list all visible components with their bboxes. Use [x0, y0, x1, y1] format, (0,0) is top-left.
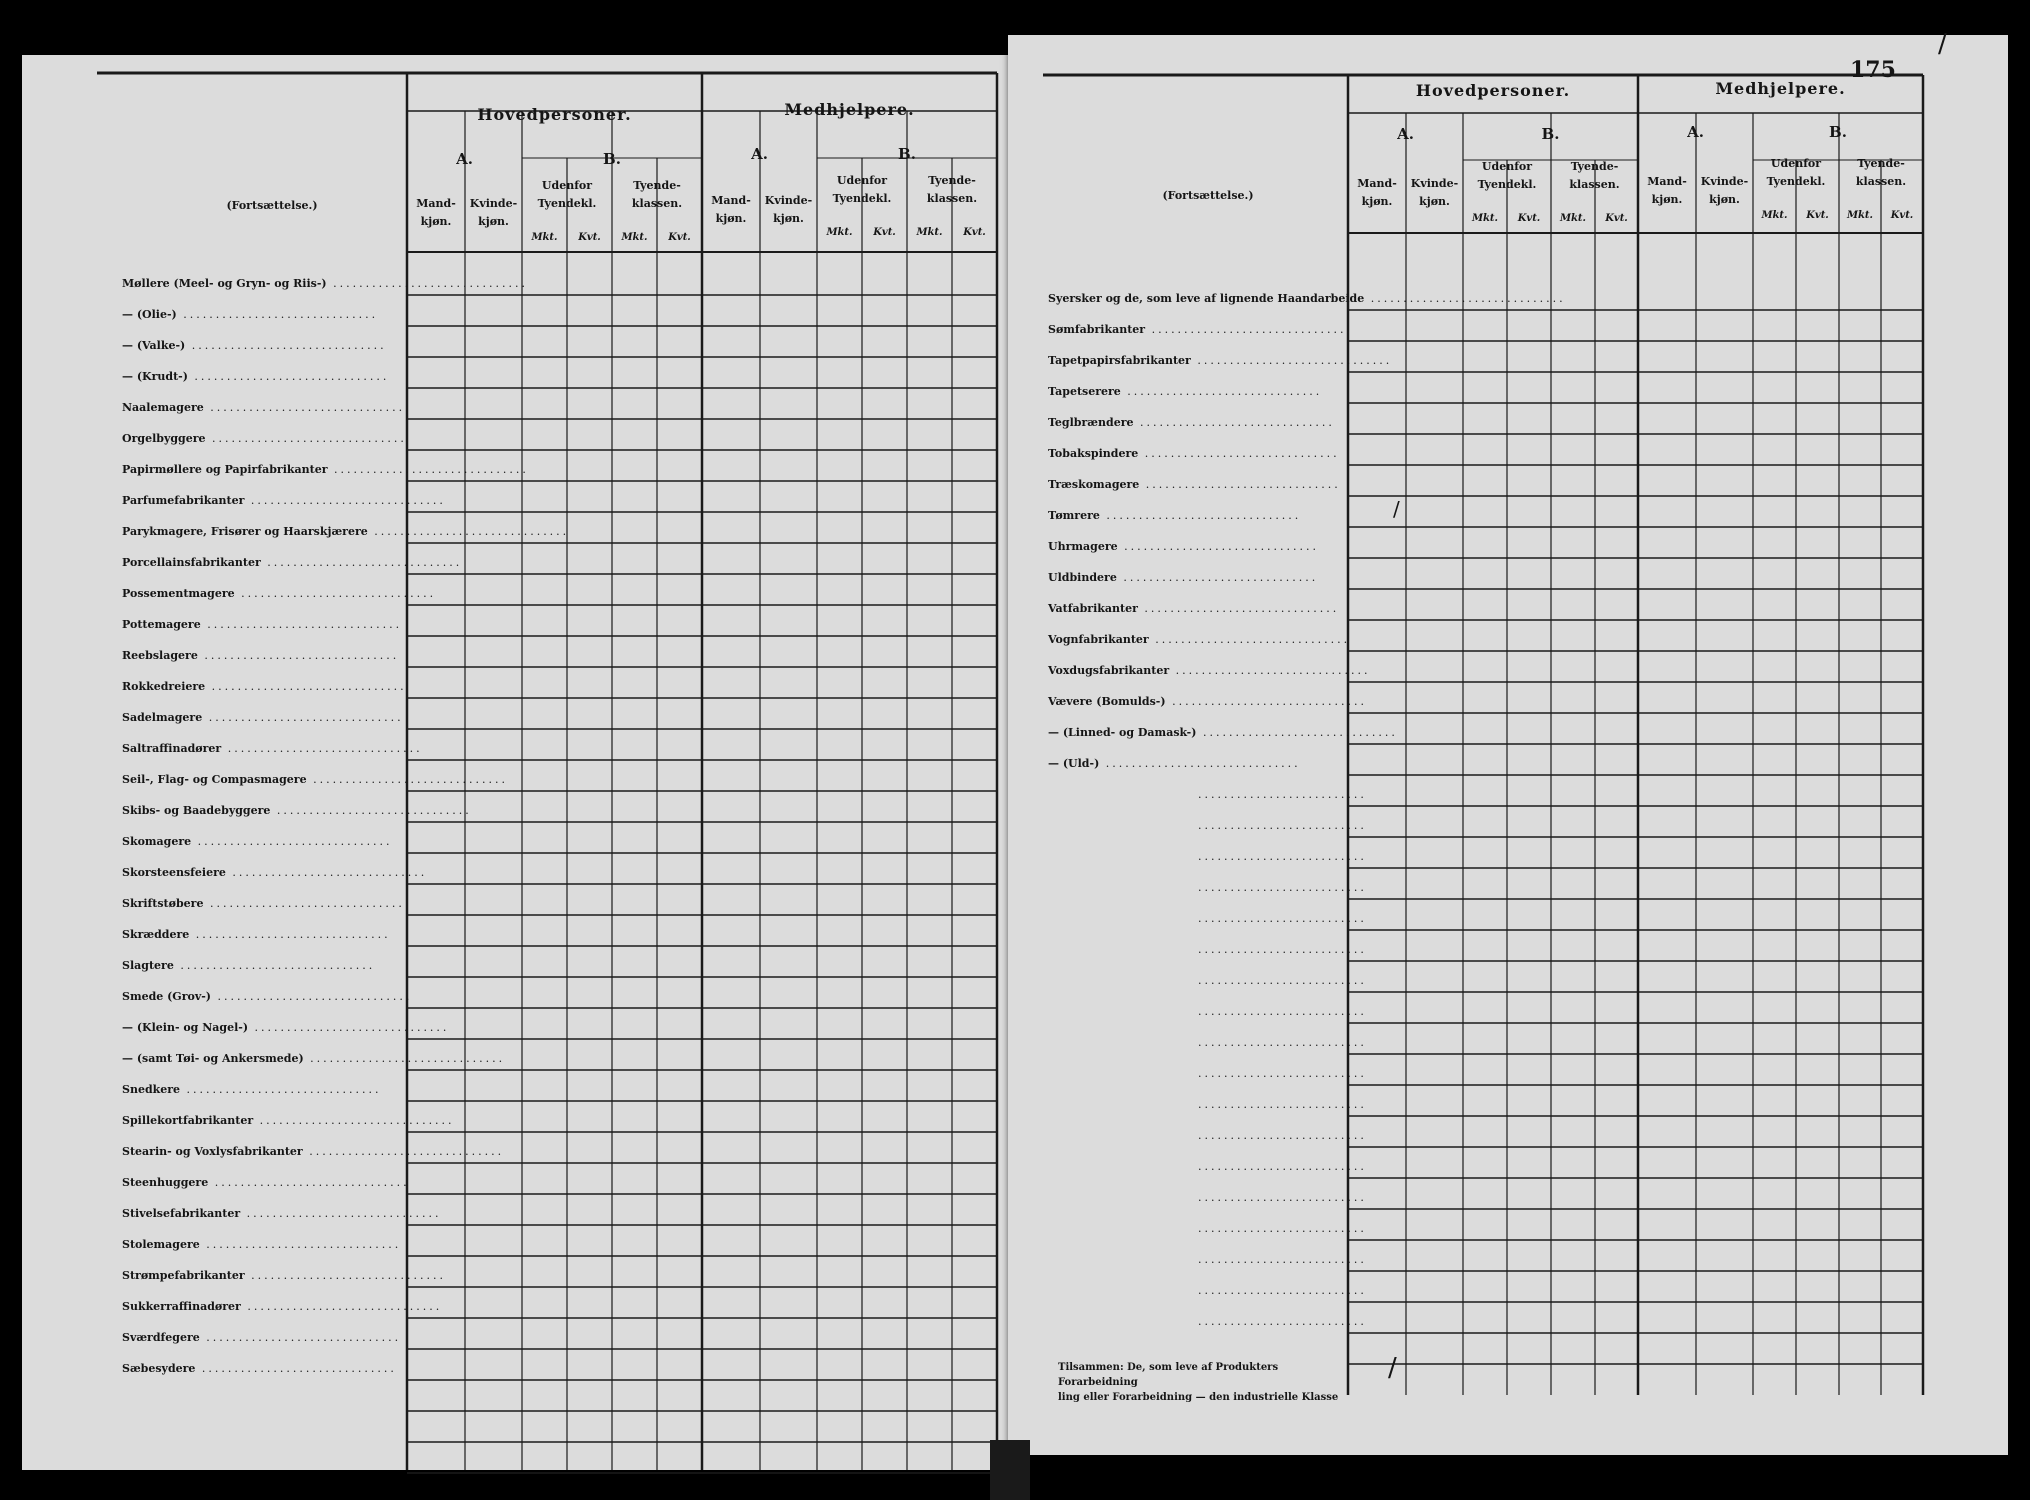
row-label-text: Skibs- og Baadebyggere — [122, 804, 271, 817]
row-label-text: Tobakspindere — [1048, 447, 1139, 460]
row-label-text: — (Uld-) — [1048, 757, 1100, 770]
row-label — [122, 1269, 447, 1282]
left-hp-a-heading: A. — [456, 150, 473, 168]
row-label — [122, 1114, 455, 1127]
row-label-text: Tapetpapirsfabrikanter — [1048, 354, 1191, 367]
right-mh-mandkjon: Mand- kjøn. — [1647, 175, 1687, 206]
row-label-text: Sømfabrikanter — [1048, 323, 1146, 336]
right-mh-a-heading: A. — [1687, 123, 1704, 141]
left-mh-mandkjon: Mand- kjøn. — [711, 194, 751, 225]
row-label — [122, 339, 401, 352]
row-label-text: Skriftstøbere — [122, 897, 204, 910]
right-hp-tyende: Tyende- klassen. — [1569, 160, 1620, 191]
total-label-line2: ling eller Forarbeidning — den industrielle Klasse — [1058, 1392, 1339, 1403]
row-label-text: — (Valke-) — [122, 339, 186, 352]
leader-dots: .............................. — [1133, 416, 1335, 429]
right-hp-kvindekjon: Kvinde- kjøn. — [1410, 177, 1459, 208]
right-hp-mandkjon: Mand- kjøn. — [1357, 177, 1397, 208]
row-label-text: Skræddere — [122, 928, 190, 941]
row-label — [122, 618, 401, 631]
right-mh-tyende-mkt: Mkt. — [1846, 210, 1874, 221]
leader-dots: .............................. — [205, 432, 407, 445]
leader-dots: .............................. — [1169, 664, 1371, 677]
leader-dots: .............................. — [176, 308, 379, 321]
row-label — [1048, 323, 1347, 336]
right-hp-a-heading: A. — [1397, 125, 1414, 143]
row-label — [1048, 509, 1342, 522]
row-label — [122, 990, 413, 1003]
row-label-text: Steenhuggere — [122, 1176, 209, 1189]
leader-dots: .............................. — [208, 1176, 410, 1189]
blank-row-dots: .......................... — [1198, 819, 1367, 832]
blank-row-dots: .......................... — [1198, 1284, 1367, 1297]
binding-spine — [990, 1440, 1030, 1500]
row-label-text: Sværdfegere — [122, 1331, 200, 1344]
row-label — [1048, 447, 1342, 460]
row-label-text: Orgelbyggere — [122, 432, 206, 445]
right-hp-tyende-mkt: Mkt. — [1559, 213, 1587, 224]
row-label-text: Møllere (Meel- og Gryn- og Riis-) — [122, 277, 327, 290]
left-hp-tyende-kvt: Kvt. — [668, 232, 691, 243]
blank-row-dots: .......................... — [1198, 850, 1367, 863]
row-label — [122, 928, 401, 941]
row-label — [1048, 602, 1342, 615]
row-label — [122, 556, 463, 569]
blank-row-dots: .......................... — [1198, 881, 1367, 894]
right-hp-b-heading: B. — [1541, 125, 1560, 143]
leader-dots: .............................. — [202, 711, 404, 724]
left-mh-tyende-mkt: Mkt. — [916, 227, 943, 238]
left-mh-udenfor: Udenfor Tyendekl. — [832, 174, 892, 205]
leader-dots: .............................. — [1148, 633, 1351, 646]
row-label — [1048, 292, 1566, 305]
leader-dots: .............................. — [1138, 447, 1340, 460]
left-hp-mandkjon: Mand- kjøn. — [416, 197, 456, 228]
left-mh-kvindekjon: Kvinde- kjøn. — [764, 194, 813, 225]
row-label-text: Vognfabrikanter — [1048, 633, 1149, 646]
leader-dots: .............................. — [234, 587, 437, 600]
right-hovedpersoner-heading: Hovedpersoner. — [1415, 81, 1571, 100]
row-label-text: Smede (Grov-) — [122, 990, 211, 1003]
left-hp-b-heading: B. — [603, 150, 621, 168]
leader-dots: .............................. — [1145, 323, 1347, 336]
leader-dots: .............................. — [203, 401, 406, 414]
row-label-text: Snedkere — [122, 1083, 181, 1096]
row-label — [122, 1238, 401, 1251]
leader-dots: .............................. — [240, 1207, 442, 1220]
leader-dots: .............................. — [260, 556, 463, 569]
blank-row-dots: .......................... — [1198, 1098, 1367, 1111]
row-label — [122, 1362, 401, 1375]
row-label — [1048, 633, 1351, 646]
row-label — [1048, 571, 1342, 584]
row-label — [122, 370, 401, 383]
blank-row-dots: .......................... — [1198, 1005, 1367, 1018]
right-hp-udenfor-kvt: Kvt. — [1517, 213, 1541, 224]
leader-dots: .............................. — [1190, 354, 1393, 367]
leader-dots: .............................. — [185, 339, 387, 352]
right-mh-tyende: Tyende- klassen. — [1855, 157, 1907, 188]
leader-dots: .............................. — [306, 773, 508, 786]
row-label-text: Træskomagere — [1048, 478, 1140, 491]
leader-dots: .............................. — [211, 990, 413, 1003]
leader-dots: .............................. — [205, 680, 407, 693]
right-mh-udenfor: Udenfor Tyendekl. — [1766, 157, 1826, 188]
right-page — [1008, 29, 2008, 1455]
row-label — [122, 711, 404, 724]
row-label-text: Uldbindere — [1048, 571, 1117, 584]
left-medhjelpere-heading: Medhjelpere. — [784, 100, 915, 119]
leader-dots: .............................. — [1165, 695, 1367, 708]
left-mh-udenfor-kvt: Kvt. — [873, 227, 896, 238]
blank-row-dots: .......................... — [1198, 912, 1367, 925]
row-label — [1048, 416, 1342, 429]
blank-row-dots: .......................... — [1198, 1315, 1367, 1328]
leader-dots: .............................. — [303, 1052, 506, 1065]
row-label-text: Spillekortfabrikanter — [122, 1114, 254, 1127]
row-label — [122, 432, 407, 445]
blank-row-dots: .......................... — [1198, 788, 1367, 801]
row-label-text: Porcellainsfabrikanter — [122, 556, 261, 569]
handwritten-total-mark: / — [1388, 1353, 1397, 1383]
row-label — [1048, 385, 1342, 398]
row-label-text: — (Klein- og Nagel-) — [122, 1021, 249, 1034]
left-hp-udenfor-mkt: Mkt. — [531, 232, 558, 243]
row-label — [122, 494, 446, 507]
left-hp-tyende-mkt: Mkt. — [621, 232, 648, 243]
left-mh-udenfor-mkt: Mkt. — [826, 227, 853, 238]
left-mh-tyende: Tyende- klassen. — [926, 174, 978, 205]
row-label-text: Skorsteensfeiere — [122, 866, 226, 879]
blank-row-dots: .......................... — [1198, 1160, 1367, 1173]
leader-dots: .............................. — [203, 897, 405, 910]
left-hovedpersoner-heading: Hovedpersoner. — [477, 105, 632, 124]
handwritten-corner-mark: / — [1938, 29, 1947, 59]
left-mh-tyende-kvt: Kvt. — [963, 227, 986, 238]
leader-dots: .............................. — [1116, 571, 1319, 584]
left-fortsaettelse-label: (Fortsættelse.) — [226, 199, 318, 212]
leader-dots: .............................. — [1099, 757, 1301, 770]
right-medhjelpere-heading: Medhjelpere. — [1715, 79, 1846, 98]
row-label — [122, 959, 401, 972]
row-label — [1048, 540, 1342, 553]
right-mh-udenfor-kvt: Kvt. — [1806, 210, 1829, 221]
row-label-text: — (Krudt-) — [122, 370, 188, 383]
row-label — [122, 773, 508, 786]
row-label — [122, 742, 423, 755]
leader-dots: .............................. — [1120, 385, 1323, 398]
row-label — [122, 835, 401, 848]
left-hp-udenfor-kvt: Kvt. — [578, 232, 601, 243]
right-hp-tyende-kvt: Kvt. — [1605, 213, 1628, 224]
row-label — [1048, 726, 1398, 739]
leader-dots: .............................. — [302, 1145, 505, 1158]
row-label — [122, 1300, 443, 1313]
leader-dots: .............................. — [244, 494, 446, 507]
right-mh-udenfor-mkt: Mkt. — [1761, 210, 1788, 221]
row-label — [122, 680, 407, 693]
leader-dots: .............................. — [240, 1300, 443, 1313]
blank-row-dots: .......................... — [1198, 1067, 1367, 1080]
row-label-text: Teglbrændere — [1048, 416, 1134, 429]
row-label-text: Stearin- og Voxlysfabrikanter — [122, 1145, 303, 1158]
row-label-text: Stivelsefabrikanter — [122, 1207, 241, 1220]
row-label — [122, 804, 472, 817]
row-label — [122, 866, 428, 879]
right-hp-udenfor-mkt: Mkt. — [1471, 213, 1499, 224]
leader-dots: .............................. — [367, 525, 570, 538]
row-label — [122, 525, 570, 538]
row-label-text: Saltraffinadører — [122, 742, 222, 755]
leader-dots: .............................. — [244, 1269, 447, 1282]
row-label — [122, 587, 437, 600]
left-hp-kvindekjon: Kvinde- kjøn. — [469, 197, 518, 228]
leader-dots: .............................. — [248, 1021, 450, 1034]
row-label-text: Vævere (Bomulds-) — [1048, 695, 1166, 708]
row-label — [122, 1021, 450, 1034]
row-label — [1048, 757, 1342, 770]
row-label-text: Tømrere — [1048, 509, 1100, 522]
leader-dots: .............................. — [173, 959, 376, 972]
row-label — [122, 1052, 506, 1065]
left-hp-tyende: Tyende- klassen. — [631, 179, 683, 210]
left-mh-a-heading: A. — [751, 145, 768, 163]
row-label-text: Sadelmagere — [122, 711, 203, 724]
leader-dots: .............................. — [1139, 478, 1341, 491]
leader-dots: .............................. — [1364, 292, 1566, 305]
leader-dots: .............................. — [199, 1331, 402, 1344]
leader-dots: .............................. — [327, 463, 529, 476]
handwritten-tally-mark: / — [1393, 497, 1400, 521]
row-label-text: Sukkerraffinadører — [122, 1300, 241, 1313]
row-label-text: Voxdugsfabrikanter — [1048, 664, 1170, 677]
right-mh-tyende-kvt: Kvt. — [1890, 210, 1914, 221]
row-label — [1048, 695, 1367, 708]
row-label — [122, 649, 401, 662]
left-table-grid — [22, 55, 1022, 1470]
leader-dots: .............................. — [1117, 540, 1320, 553]
leader-dots: .............................. — [197, 649, 400, 662]
row-label-text: — (Linned- og Damask-) — [1048, 726, 1197, 739]
row-label-text: Reebslagere — [122, 649, 198, 662]
row-label-text: Parykmagere, Frisører og Haarskjærere — [122, 525, 368, 538]
blank-row-dots: .......................... — [1198, 943, 1367, 956]
row-label-text: Vatfabrikanter — [1048, 602, 1138, 615]
left-mh-b-heading: B. — [898, 145, 916, 163]
blank-row-dots: .......................... — [1198, 1191, 1367, 1204]
row-label-text: Syersker og de, som leve af lignende Haandarbeide — [1048, 292, 1365, 305]
row-label-text: Tapetserere — [1048, 385, 1121, 398]
blank-row-dots: .......................... — [1198, 1253, 1367, 1266]
total-label — [1058, 1360, 1348, 1405]
blank-row-dots: .......................... — [1198, 1222, 1367, 1235]
row-label-text: Strømpefabrikanter — [122, 1269, 245, 1282]
leader-dots: .............................. — [187, 370, 390, 383]
row-label — [122, 463, 529, 476]
row-label-text: Sæbesydere — [122, 1362, 196, 1375]
right-mh-b-heading: B. — [1829, 123, 1847, 141]
leader-dots: .............................. — [326, 277, 529, 290]
leader-dots: .............................. — [270, 804, 472, 817]
row-label-text: Possementmagere — [122, 587, 235, 600]
row-label-text: Seil-, Flag- og Compasmagere — [122, 773, 307, 786]
leader-dots: .............................. — [191, 835, 393, 848]
row-label — [122, 1331, 401, 1344]
leader-dots: .............................. — [225, 866, 428, 879]
right-fortsaettelse-label: (Fortsættelse.) — [1162, 189, 1254, 202]
row-label — [122, 1207, 442, 1220]
row-label-text: Uhrmagere — [1048, 540, 1118, 553]
total-label-line1: Tilsammen: De, som leve af Produkters Forarbeidning — [1058, 1362, 1279, 1388]
left-hp-udenfor: Udenfor Tyendekl. — [537, 179, 597, 210]
row-label-text: Stolemagere — [122, 1238, 200, 1251]
row-label — [122, 277, 529, 290]
row-label-text: — (samt Tøi- og Ankersmede) — [122, 1052, 304, 1065]
row-label — [1048, 664, 1371, 677]
row-label-text: Parfumefabrikanter — [122, 494, 245, 507]
row-label — [1048, 478, 1342, 491]
row-label — [122, 1145, 505, 1158]
row-label-text: Papirmøllere og Papirfabrikanter — [122, 463, 328, 476]
leader-dots: .............................. — [1099, 509, 1302, 522]
row-label — [122, 308, 401, 321]
page-number: 175 — [1850, 57, 1896, 83]
row-label-text: — (Olie-) — [122, 308, 177, 321]
row-label-text: Slagtere — [122, 959, 174, 972]
leader-dots: .............................. — [199, 1238, 402, 1251]
row-label — [122, 401, 406, 414]
blank-row-dots: .......................... — [1198, 1036, 1367, 1049]
row-label — [1048, 354, 1393, 367]
leader-dots: .............................. — [189, 928, 391, 941]
row-label-text: Pottemagere — [122, 618, 201, 631]
blank-row-dots: .......................... — [1198, 1129, 1367, 1142]
leader-dots: .............................. — [1196, 726, 1398, 739]
row-label — [122, 897, 405, 910]
right-mh-kvindekjon: Kvinde- kjøn. — [1700, 175, 1749, 206]
row-label-text: Naalemagere — [122, 401, 204, 414]
leader-dots: .............................. — [180, 1083, 382, 1096]
leader-dots: .............................. — [1137, 602, 1340, 615]
leader-dots: .............................. — [253, 1114, 455, 1127]
blank-row-dots: .......................... — [1198, 974, 1367, 987]
leader-dots: .............................. — [195, 1362, 397, 1375]
row-label-text: Rokkedreiere — [122, 680, 206, 693]
row-label — [122, 1083, 401, 1096]
leader-dots: .............................. — [200, 618, 403, 631]
right-table-grid — [1008, 35, 2008, 1455]
right-hp-udenfor: Udenfor Tyendekl. — [1477, 160, 1537, 191]
left-page — [22, 55, 1022, 1470]
row-label-text: Skomagere — [122, 835, 192, 848]
row-label — [122, 1176, 410, 1189]
leader-dots: .............................. — [221, 742, 423, 755]
